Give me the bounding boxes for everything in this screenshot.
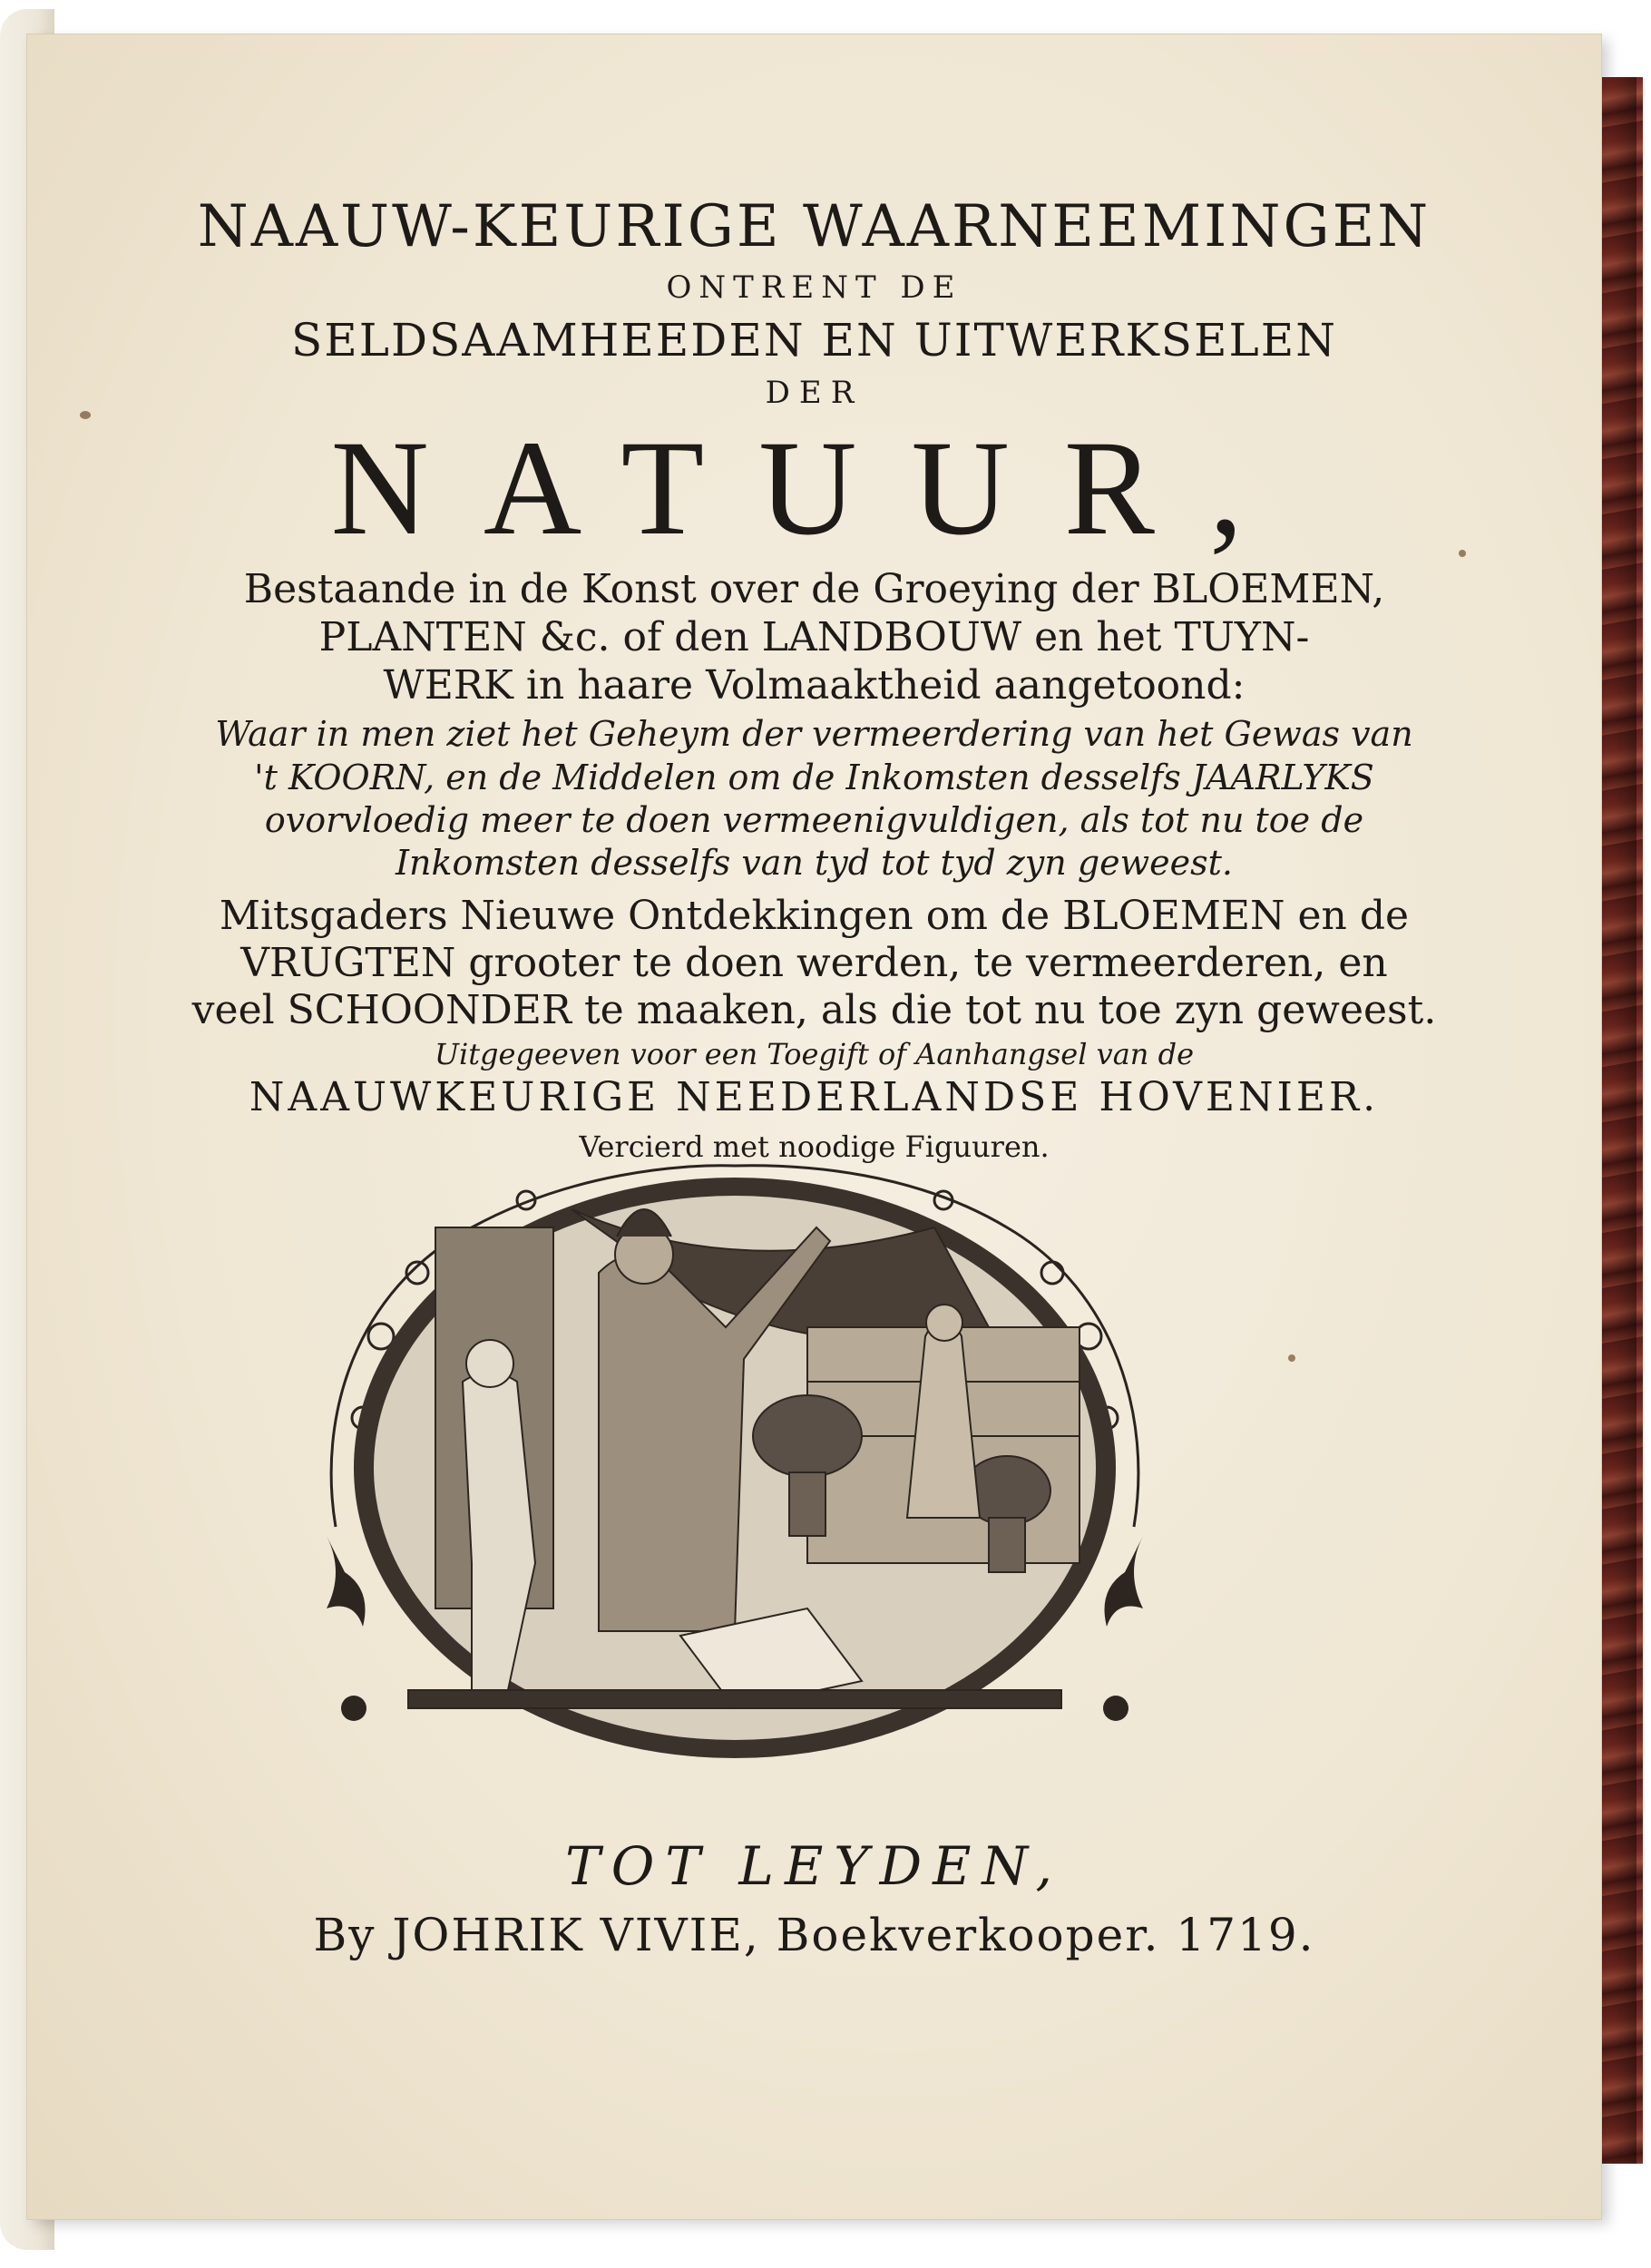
body-line: PLANTEN &c. of den LANDBOUW en het TUYN- bbox=[318, 614, 1310, 660]
title-page bbox=[27, 34, 1601, 2219]
hovenier-line: NAAUWKEURIGE NEEDERLANDSE HOVENIER. bbox=[249, 1074, 1380, 1120]
mitsgaders-line: veel SCHOONDER te maaken, als die tot nu toe zyn geweest. bbox=[191, 987, 1437, 1033]
italic-line: Inkomsten desselfs van tyd tot tyd zyn geweest. bbox=[395, 843, 1233, 883]
title-line-1: NAAUW-KEURIGE WAARNEEMINGEN bbox=[197, 193, 1431, 260]
title-line-3: SELDSAAMHEEDEN EN UITWERKSELEN bbox=[290, 314, 1338, 367]
binding-shadow bbox=[1606, 77, 1636, 2164]
imprint-place: TOT LEYDEN, bbox=[565, 1835, 1063, 1897]
title-natuur: NATUUR, bbox=[330, 413, 1298, 563]
engraved-vignette bbox=[299, 1146, 1170, 1763]
imprint-publisher: By JOHRIK VIVIE, Boekverkooper. 1719. bbox=[313, 1909, 1315, 1961]
italic-line: 't KOORN, en de Middelen om de Inkomsten desselfs JAARLYKS bbox=[254, 758, 1374, 797]
title-line-2: ONTRENT DE bbox=[666, 269, 962, 306]
paper-stain bbox=[1288, 1354, 1295, 1362]
body-line: WERK in haare Volmaaktheid aangetoond: bbox=[383, 662, 1246, 709]
vercierd-line: Vercierd met noodige Figuuren. bbox=[579, 1129, 1050, 1164]
italic-line: ovorvloedig meer te doen vermeenigvuldigen, als tot nu toe de bbox=[264, 800, 1364, 840]
mitsgaders-line: Mitsgaders Nieuwe Ontdekkingen om de BLOEMEN en de bbox=[219, 893, 1410, 939]
italic-line: Waar in men ziet het Geheym der vermeerdering van het Gewas van bbox=[215, 714, 1413, 754]
mitsgaders-line: VRUGTEN grooter te doen werden, te vermeerderen, en bbox=[240, 940, 1388, 986]
body-line: Bestaande in de Konst over de Groeying der BLOEMEN, bbox=[243, 566, 1385, 612]
title-line-4: DER bbox=[765, 375, 864, 411]
paper-stain bbox=[80, 411, 91, 419]
uitgegeeven-line: Uitgegeeven voor een Toegift of Aanhangsel van de bbox=[434, 1037, 1194, 1071]
